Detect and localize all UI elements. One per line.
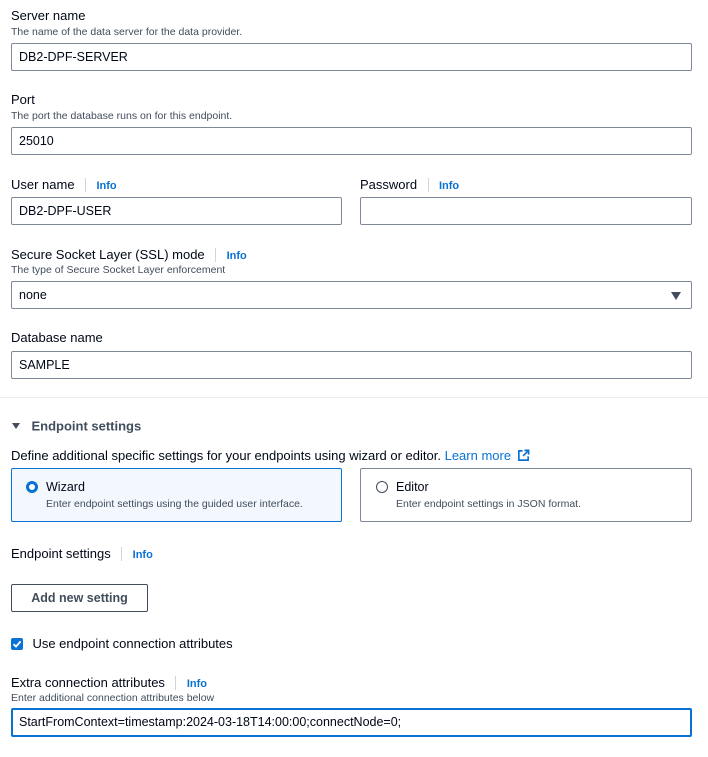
ssl-mode-info-link[interactable]: Info [226,250,247,262]
use-attributes-row [11,635,233,653]
password-input[interactable] [360,197,692,225]
caret-down-filled-icon [11,421,21,431]
extra-attributes-label-row [11,674,207,692]
port-input[interactable]: 25010 [11,127,692,155]
wizard-option-description: Enter endpoint settings using the guided user interface. [46,498,303,510]
ssl-mode-select[interactable] [11,281,692,309]
learn-more-link[interactable] [445,448,530,463]
label-separator [428,178,429,192]
password-info-link[interactable]: Info [438,180,460,192]
extra-attributes-label: Extra connection attributes [11,675,165,690]
endpoint-settings-intro: Define additional specific settings for your endpoints using wizard or editor. [11,448,441,463]
server-name-input[interactable]: DB2-DPF-SERVER [11,43,692,71]
ssl-mode-label: Secure Socket Layer (SSL) mode [11,247,205,262]
endpoint-settings-label: Endpoint settings [11,546,111,561]
password-label-row [360,176,459,194]
checkmark-icon [11,638,23,650]
database-name-label: Database name [11,330,103,345]
extra-attributes-input[interactable]: StartFromContext=timestamp:2024-03-18T14:00:00;connectNode=0; [11,708,692,737]
wizard-option-title: Wizard [46,480,85,494]
endpoint-settings-toggle[interactable] [11,417,141,435]
password-label: Password [360,177,418,192]
user-name-label-row [11,176,117,194]
label-separator [85,178,86,192]
label-separator [215,248,216,262]
server-name-label: Server name [11,8,86,23]
label-separator [121,547,122,561]
user-name-input[interactable]: DB2-DPF-USER [11,197,342,225]
editor-radio[interactable] [376,481,388,493]
endpoint-settings-title: Endpoint settings [31,418,142,434]
extra-attributes-description: Enter additional connection attributes below [11,692,215,704]
database-name-input[interactable]: SAMPLE [11,351,692,379]
endpoint-settings-info-link[interactable]: Info [132,549,153,561]
editor-option-description: Enter endpoint settings in JSON format. [396,498,582,510]
ssl-mode-label-row [11,246,247,264]
ssl-mode-selected-value: none [19,288,47,302]
caret-down-icon [671,292,681,300]
section-divider [0,397,708,398]
wizard-option-tile[interactable] [11,468,342,522]
port-description: The port the database runs on for this endpoint. [11,110,233,122]
editor-option-title: Editor [396,480,429,494]
add-new-setting-button[interactable]: Add new setting [11,584,148,612]
endpoint-settings-label-row [11,545,153,563]
use-attributes-label: Use endpoint connection attributes [32,635,233,651]
external-link-icon [517,449,530,462]
extra-attributes-info-link[interactable]: Info [186,678,207,690]
editor-option-tile[interactable] [360,468,692,522]
endpoint-settings-intro-row [11,448,530,464]
ssl-mode-description: The type of Secure Socket Layer enforcement [11,264,226,276]
port-label: Port [11,92,35,107]
label-separator [175,676,176,690]
wizard-radio[interactable] [26,481,38,493]
user-name-label: User name [11,177,75,192]
user-name-info-link[interactable]: Info [96,180,117,192]
server-name-description: The name of the data server for the data provider. [11,26,243,38]
learn-more-text: Learn more [444,448,512,463]
use-attributes-checkbox[interactable] [11,638,23,650]
